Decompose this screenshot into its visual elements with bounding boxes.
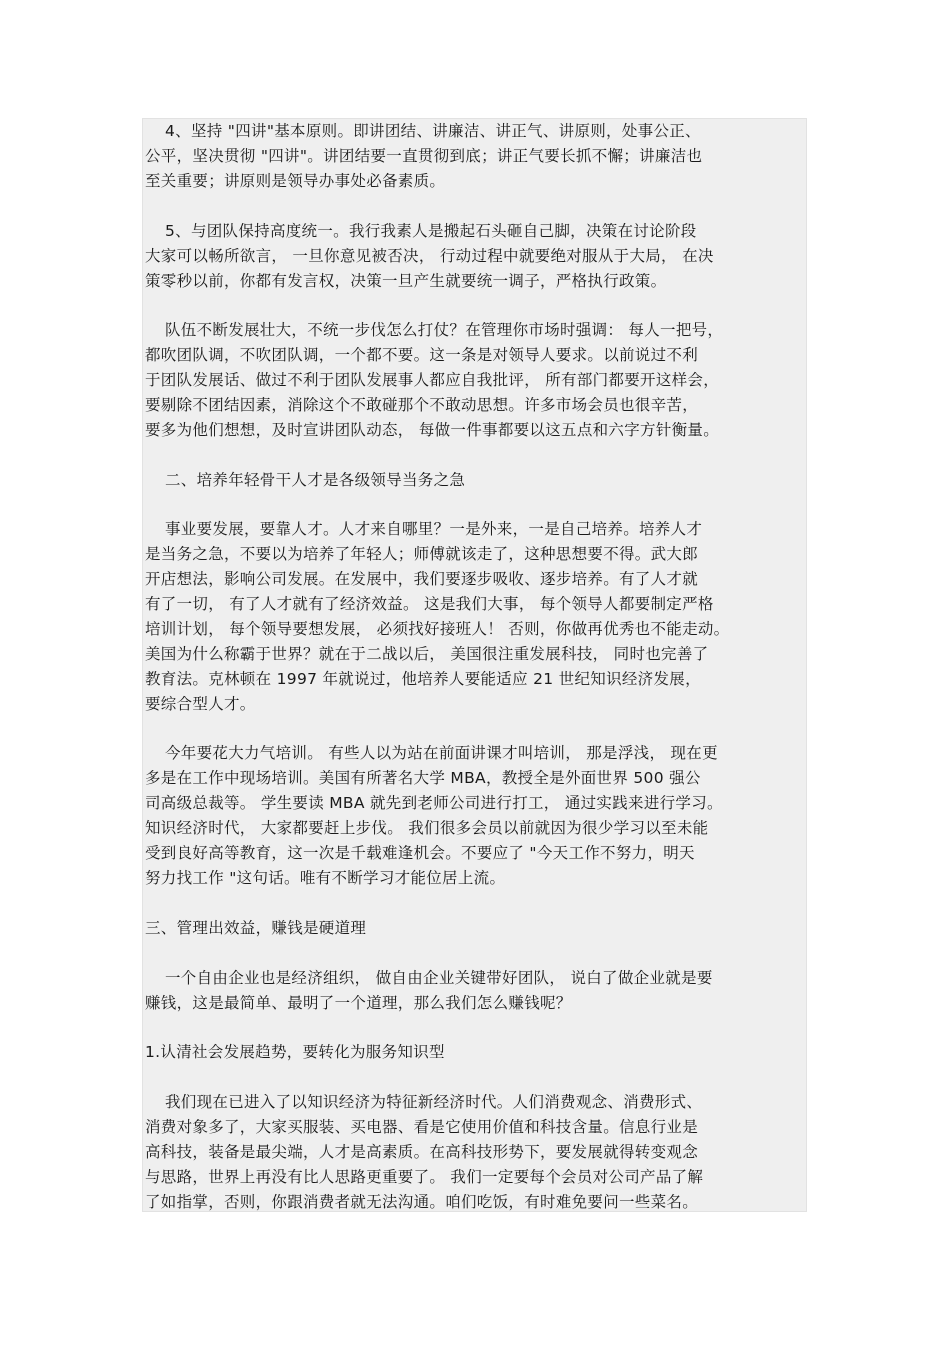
text-line: 公平，坚决贯彻 "四讲"。讲团结要一直贯彻到底；讲正气要长抓不懈；讲廉洁也	[145, 147, 703, 165]
text-line: 了如指掌，否则，你跟消费者就无法沟通。咱们吃饭，有时难免要问一些菜名。	[145, 1193, 699, 1211]
text-line: 知识经济时代， 大家都要赶上步伐。 我们很多会员以前就因为很少学习以至未能	[145, 819, 709, 837]
section-heading-two	[143, 468, 807, 493]
text-line: 高科技，装备是最尖端，人才是高素质。在高科技形势下，要发展就得转变观念	[145, 1143, 699, 1161]
text-line: 教育法。克林顿在 1997 年就说过，他培养人要能适应 21 世纪知识经济发展，	[145, 670, 701, 688]
document-text-block	[142, 118, 807, 1212]
text-line: 与思路，世界上再没有比人思路更重要了。 我们一定要每个会员对公司产品了解	[145, 1168, 704, 1186]
subsection-heading-one	[143, 1040, 807, 1065]
text-line: 今年要花大力气培训。 有些人以为站在前面讲课才叫培训， 那是浮浅， 现在更	[165, 744, 718, 762]
paragraph-knowledge-economy	[143, 1090, 807, 1212]
text-line: 多是在工作中现场培训。美国有所著名大学 MBA，教授全是外面世界 500 强公	[145, 769, 701, 787]
text-line: 都吹团队调，不吹团队调，一个都不要。这一条是对领导人要求。以前说过不利	[145, 346, 699, 364]
text-line: 有了一切， 有了人才就有了经济效益。 这是我们大事， 每个领导人都要制定严格	[145, 595, 714, 613]
text-line: 要综合型人才。	[145, 695, 256, 713]
text-line: 培训计划， 每个领导要想发展， 必须找好接班人！ 否则，你做再优秀也不能走动。	[145, 620, 730, 638]
text-line: 受到良好高等教育，这一次是千载难逢机会。不要应了 "今天工作不努力，明天	[145, 844, 695, 862]
paragraph-team-unity	[143, 219, 807, 294]
text-line: 一个自由企业也是经济组织， 做自由企业关键带好团队， 说白了做企业就是要	[165, 969, 713, 987]
heading-line: 1.认清社会发展趋势，要转化为服务知识型	[145, 1043, 445, 1061]
text-line: 消费对象多了，大家买服装、买电器、看是它使用价值和科技含量。信息行业是	[145, 1118, 699, 1136]
text-line: 5、与团队保持高度统一。我行我素人是搬起石头砸自己脚，决策在讨论阶段	[165, 222, 697, 240]
text-line: 队伍不断发展壮大，不统一步伐怎么打仗？在管理你市场时强调： 每人一把号，	[165, 321, 724, 339]
paragraph-training	[143, 741, 807, 891]
text-line: 4、坚持 "四讲"基本原则。即讲团结、讲廉洁、讲正气、讲原则，处事公正、	[165, 122, 701, 140]
text-line: 要剔除不团结因素，消除这个不敢碰那个不敢动思想。许多市场会员也很辛苦，	[145, 396, 699, 414]
heading-line: 二、培养年轻骨干人才是各级领导当务之急	[165, 471, 466, 489]
section-heading-three	[143, 916, 807, 941]
text-line: 开店想法，影响公司发展。在发展中，我们要逐步吸收、逐步培养。有了人才就	[145, 570, 699, 588]
text-line: 策零秒以前，你都有发言权，决策一旦产生就要统一调子，严格执行政策。	[145, 272, 667, 290]
paragraph-team-growth	[143, 318, 807, 443]
heading-line: 三、管理出效益，赚钱是硬道理	[145, 919, 367, 937]
text-line: 事业要发展，要靠人才。人才来自哪里？一是外来，一是自己培养。培养人才	[165, 520, 703, 538]
text-line: 要多为他们想想，及时宣讲团队动态， 每做一件事都要以这五点和六字方针衡量。	[145, 421, 720, 439]
text-line: 至关重要；讲原则是领导办事处必备素质。	[145, 172, 446, 190]
text-line: 美国为什么称霸于世界？就在于二战以后， 美国很注重发展科技， 同时也完善了	[145, 645, 709, 663]
text-line: 努力找工作 "这句话。唯有不断学习才能位居上流。	[145, 869, 506, 887]
text-line: 大家可以畅所欲言， 一旦你意见被否决， 行动过程中就要绝对服从于大局， 在决	[145, 247, 714, 265]
text-line: 是当务之急，不要以为培养了年轻人；师傅就该走了，这种思想要不得。武大郎	[145, 545, 699, 563]
text-line: 我们现在已进入了以知识经济为特征新经济时代。人们消费观念、消费形式、	[165, 1093, 703, 1111]
paragraph-make-money	[143, 966, 807, 1016]
text-line: 司高级总裁等。 学生要读 MBA 就先到老师公司进行打工， 通过实践来进行学习。	[145, 794, 723, 812]
paragraph-four-principles	[143, 119, 807, 194]
text-line: 于团队发展话、做过不利于团队发展事人都应自我批评， 所有部门都要开这样会，	[145, 371, 720, 389]
text-line: 赚钱，这是最简单、最明了一个道理，那么我们怎么赚钱呢？	[145, 994, 572, 1012]
paragraph-talent	[143, 517, 807, 717]
